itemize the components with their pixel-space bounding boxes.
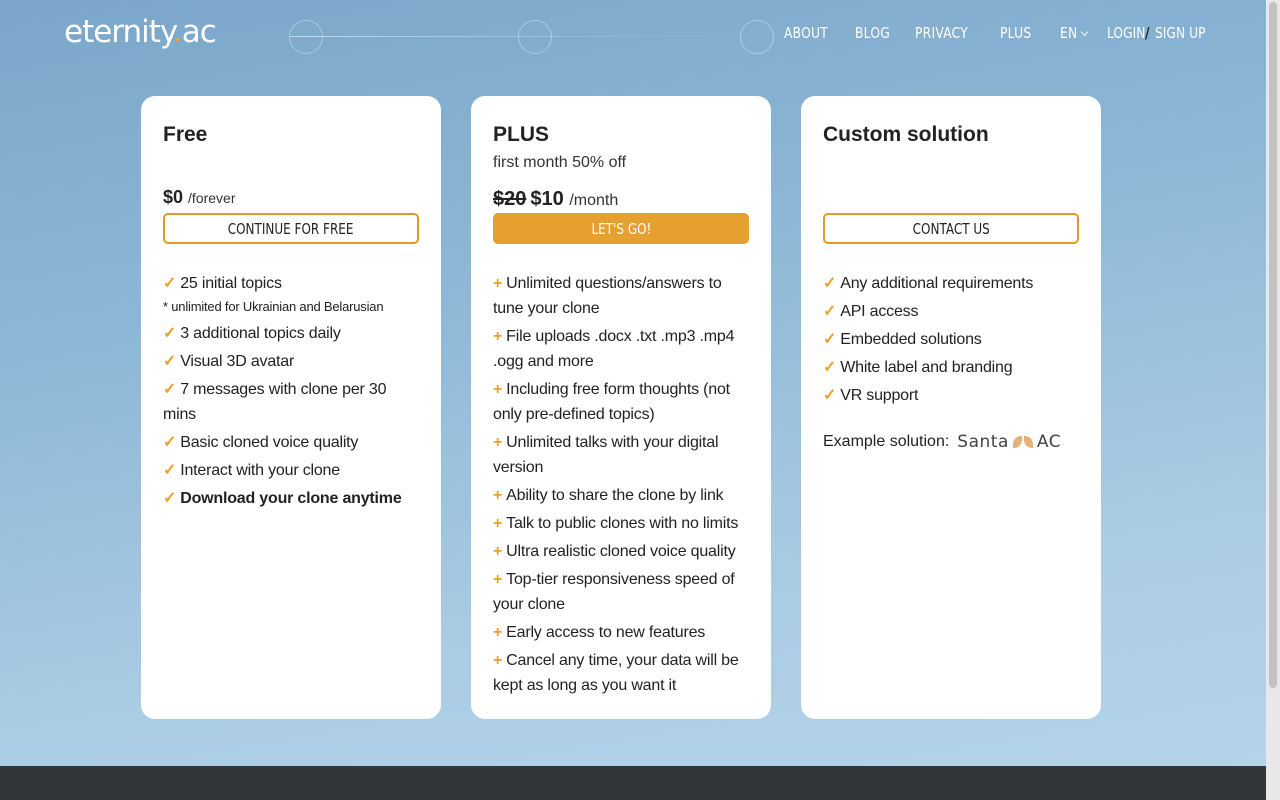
price-value: $0 <box>163 187 184 207</box>
feature-text: Ultra realistic cloned voice quality <box>506 543 736 560</box>
feature-text: API access <box>840 303 919 320</box>
plus-icon: + <box>493 381 503 398</box>
feature-text: 3 additional topics daily <box>180 325 341 342</box>
feature-text: Interact with your clone <box>180 462 340 479</box>
auth-separator: / <box>1145 24 1150 42</box>
feature-text: Ability to share the clone by link <box>506 487 724 504</box>
old-price: $20 <box>493 188 527 210</box>
nav-privacy[interactable]: PRIVACY <box>915 24 969 42</box>
feature-item <box>493 539 751 564</box>
check-icon: ✓ <box>163 275 177 292</box>
contact-us-button[interactable] <box>823 213 1079 244</box>
example-logo[interactable] <box>957 432 1061 452</box>
feature-text: File uploads .docx .txt .mp3 .mp4 .ogg and more <box>493 328 735 370</box>
feature-item <box>163 486 421 511</box>
language-selector[interactable] <box>1060 22 1087 44</box>
vertical-scrollbar[interactable] <box>1266 0 1280 800</box>
decorative-circle <box>518 20 552 54</box>
nav-about[interactable]: ABOUT <box>784 24 829 42</box>
plan-title: Free <box>163 123 208 146</box>
site-header <box>0 0 1266 70</box>
plan-price <box>493 188 618 212</box>
plan-promo: first month 50% off <box>493 154 627 171</box>
plus-icon: + <box>493 571 503 588</box>
feature-text: Download your clone anytime <box>180 490 402 507</box>
feature-item <box>163 271 421 296</box>
logo-main: eternity <box>64 14 173 50</box>
check-icon: ✓ <box>823 387 837 404</box>
feature-item <box>823 299 1081 324</box>
feature-item <box>823 327 1081 352</box>
check-icon: ✓ <box>163 325 177 342</box>
feature-text: VR support <box>840 387 919 404</box>
feature-text: Any additional requirements <box>840 275 1034 292</box>
check-icon: ✓ <box>823 275 837 292</box>
price-value: $10 <box>530 188 564 210</box>
site-footer <box>0 766 1266 800</box>
feature-text: Talk to public clones with no limits <box>506 515 739 532</box>
feature-item <box>493 324 751 374</box>
price-period: /forever <box>188 190 236 206</box>
logo[interactable] <box>64 12 216 52</box>
decorative-circle <box>740 20 774 54</box>
nav-plus[interactable]: PLUS <box>1000 24 1032 42</box>
feature-item <box>493 567 751 617</box>
feature-item <box>823 383 1081 408</box>
plan-card-plus <box>471 96 771 719</box>
feature-text: Including free form thoughts (not only pre-defined topics) <box>493 381 730 423</box>
feature-list <box>823 271 1081 411</box>
plus-icon: + <box>493 434 503 451</box>
feature-item <box>823 355 1081 380</box>
check-icon: ✓ <box>163 381 177 398</box>
check-icon: ✓ <box>823 359 837 376</box>
plus-icon: + <box>493 275 503 292</box>
feature-text: Visual 3D avatar <box>180 353 295 370</box>
feature-text: Top-tier responsiveness speed of your clone <box>493 571 735 613</box>
feature-item <box>163 458 421 483</box>
plan-price <box>163 186 236 209</box>
feature-item <box>163 377 421 427</box>
feature-item <box>493 271 751 321</box>
feature-text: Cancel any time, your data will be kept as long as you want it <box>493 652 739 694</box>
logo-dot: . <box>172 14 182 50</box>
button-label: CONTACT US <box>912 219 990 238</box>
feature-item <box>493 483 751 508</box>
nav-blog[interactable]: BLOG <box>855 24 891 42</box>
feature-text: Unlimited talks with your digital version <box>493 434 719 476</box>
plus-icon: + <box>493 624 503 641</box>
example-logo-right: AC <box>1036 432 1062 452</box>
button-label: LET'S GO! <box>591 219 651 238</box>
feature-text: White label and branding <box>840 359 1013 376</box>
feature-item <box>493 511 751 536</box>
feature-text: Unlimited questions/answers to tune your clone <box>493 275 722 317</box>
language-label: EN <box>1060 24 1078 42</box>
chevron-down-icon <box>1081 27 1088 35</box>
check-icon: ✓ <box>163 353 177 370</box>
feature-item <box>163 430 421 455</box>
check-icon: ✓ <box>823 303 837 320</box>
example-label: Example solution: <box>823 433 950 450</box>
feature-item <box>823 271 1081 296</box>
feature-item <box>493 620 751 645</box>
button-label: CONTINUE FOR FREE <box>228 219 354 238</box>
feature-item <box>493 377 751 427</box>
plan-title: PLUS <box>493 123 550 146</box>
plus-icon: + <box>493 543 503 560</box>
example-solution <box>823 432 1061 452</box>
scrollbar-thumb[interactable] <box>1269 2 1277 688</box>
plus-icon: + <box>493 487 503 504</box>
signup-link[interactable]: SIGN UP <box>1155 24 1206 42</box>
feature-item <box>493 430 751 480</box>
plus-icon: + <box>493 328 503 345</box>
logo-tail: ac <box>181 14 216 50</box>
feature-item <box>493 648 751 698</box>
check-icon: ✓ <box>823 331 837 348</box>
plus-icon: + <box>493 515 503 532</box>
feature-text: 25 initial topics <box>180 275 282 292</box>
check-icon: ✓ <box>163 434 177 451</box>
feature-text: 7 messages with clone per 30 mins <box>163 381 387 423</box>
feature-note: * unlimited for Ukrainian and Belarusian <box>163 299 384 314</box>
check-icon: ✓ <box>163 490 177 507</box>
check-icon: ✓ <box>163 462 177 479</box>
plus-icon: + <box>493 652 503 669</box>
feature-text: Early access to new features <box>506 624 706 641</box>
price-period: /month <box>569 192 619 209</box>
decorative-circle <box>289 20 323 54</box>
continue-free-button[interactable] <box>163 213 419 244</box>
login-link[interactable]: LOGIN <box>1107 24 1146 42</box>
auth-links <box>1107 22 1213 44</box>
plan-card-custom <box>801 96 1101 719</box>
feature-text: Embedded solutions <box>840 331 982 348</box>
feature-item <box>163 349 421 374</box>
feature-list <box>493 271 751 701</box>
feature-list <box>163 271 421 514</box>
wings-icon <box>1012 435 1034 449</box>
lets-go-button[interactable] <box>493 213 749 244</box>
main-nav <box>784 22 1108 44</box>
example-logo-left: Santa <box>957 432 1009 452</box>
feature-item <box>163 321 421 346</box>
plan-card-free <box>141 96 441 719</box>
feature-text: Basic cloned voice quality <box>180 434 359 451</box>
plan-title: Custom solution <box>823 123 989 146</box>
